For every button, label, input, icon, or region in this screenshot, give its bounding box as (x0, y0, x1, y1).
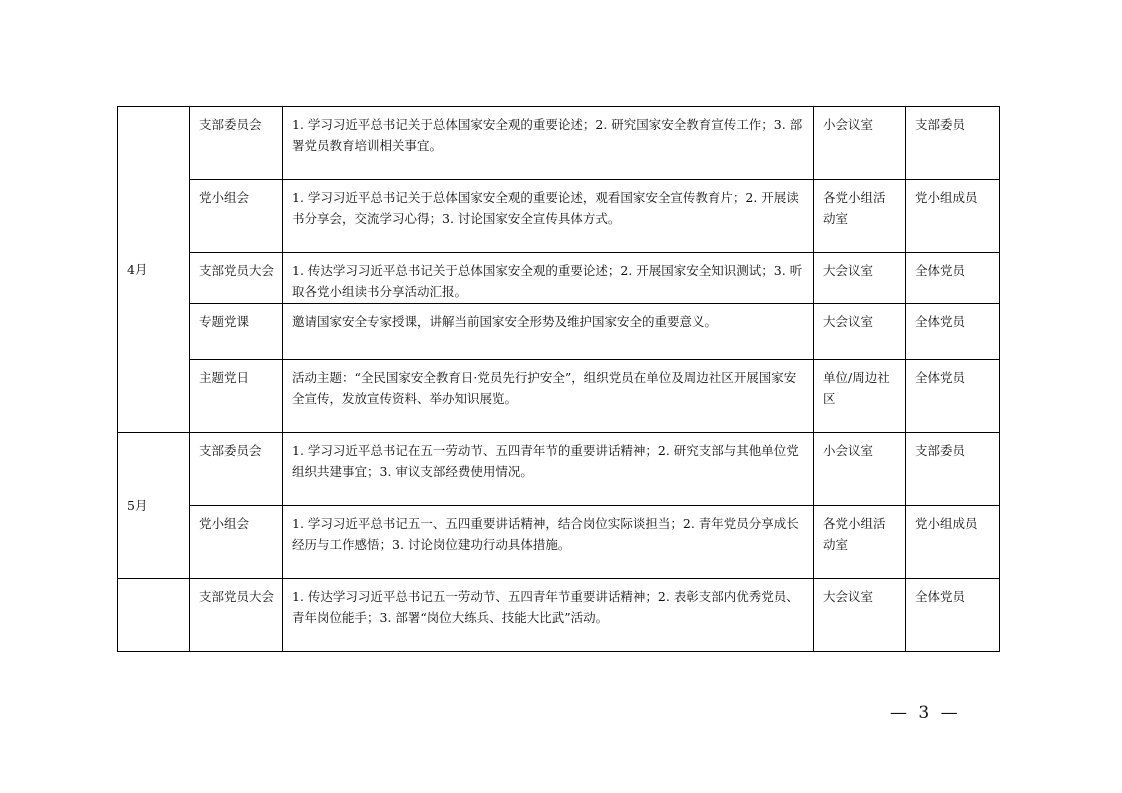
participants-cell: 全体党员 (906, 579, 1000, 652)
activity-content-cell: 1. 学习习近平总书记关于总体国家安全观的重要论述，观看国家安全宣传教育片；2. 开展读书分享会，交流学习心得；3. 讨论国家安全宣传具体方式。 (283, 180, 814, 253)
activity-type-cell: 支部委员会 (190, 107, 283, 180)
table-row (118, 360, 1000, 433)
activity-type-cell: 支部委员会 (190, 433, 283, 506)
activity-type-cell: 专题党课 (190, 304, 283, 360)
table-row (118, 433, 1000, 506)
activity-content-cell: 活动主题：“全民国家安全教育日·党员先行护安全”，组织党员在单位及周边社区开展国家安全宣传，发放宣传资料、举办知识展览。 (283, 360, 814, 433)
table-row (118, 253, 1000, 304)
table-row (118, 180, 1000, 253)
activity-type-cell: 支部党员大会 (190, 579, 283, 652)
month-cell (118, 579, 190, 652)
page-number: — 3 — (890, 703, 961, 723)
month-cell: 4月 (118, 107, 190, 433)
participants-cell: 全体党员 (906, 304, 1000, 360)
participants-cell: 支部委员 (906, 107, 1000, 180)
activity-place-cell: 各党小组活动室 (814, 180, 906, 253)
participants-cell: 党小组成员 (906, 506, 1000, 579)
table-row (118, 506, 1000, 579)
participants-cell: 全体党员 (906, 253, 1000, 304)
activity-content-cell: 1. 传达学习习近平总书记五一劳动节、五四青年节重要讲话精神；2. 表彰支部内优秀党员、青年岗位能手；3. 部署“岗位大练兵、技能大比武”活动。 (283, 579, 814, 652)
activity-type-cell: 党小组会 (190, 506, 283, 579)
activity-place-cell: 小会议室 (814, 433, 906, 506)
activity-place-cell: 大会议室 (814, 253, 906, 304)
table-row (118, 579, 1000, 652)
activity-type-cell: 主题党日 (190, 360, 283, 433)
table-row (118, 107, 1000, 180)
activity-content-cell: 1. 传达学习习近平总书记关于总体国家安全观的重要论述；2. 开展国家安全知识测试；3. 听取各党小组读书分享活动汇报。 (283, 253, 814, 304)
participants-cell: 支部委员 (906, 433, 1000, 506)
activity-content-cell: 1. 学习习近平总书记五一、五四重要讲话精神，结合岗位实际谈担当；2. 青年党员分享成长经历与工作感悟；3. 讨论岗位建功行动具体措施。 (283, 506, 814, 579)
activity-content-cell: 1. 学习习近平总书记在五一劳动节、五四青年节的重要讲话精神；2. 研究支部与其他单位党组织共建事宜；3. 审议支部经费使用情况。 (283, 433, 814, 506)
table-row (118, 304, 1000, 360)
activity-plan-table (117, 106, 1000, 652)
activity-place-cell: 大会议室 (814, 579, 906, 652)
activity-place-cell: 大会议室 (814, 304, 906, 360)
participants-cell: 全体党员 (906, 360, 1000, 433)
activity-content-cell: 邀请国家安全专家授课，讲解当前国家安全形势及维护国家安全的重要意义。 (283, 304, 814, 360)
activity-type-cell: 党小组会 (190, 180, 283, 253)
month-cell: 5月 (118, 433, 190, 579)
activity-place-cell: 各党小组活动室 (814, 506, 906, 579)
activity-type-cell: 支部党员大会 (190, 253, 283, 304)
activity-place-cell: 单位/周边社区 (814, 360, 906, 433)
activity-place-cell: 小会议室 (814, 107, 906, 180)
participants-cell: 党小组成员 (906, 180, 1000, 253)
activity-content-cell: 1. 学习习近平总书记关于总体国家安全观的重要论述；2. 研究国家安全教育宣传工作；3. 部署党员教育培训相关事宜。 (283, 107, 814, 180)
